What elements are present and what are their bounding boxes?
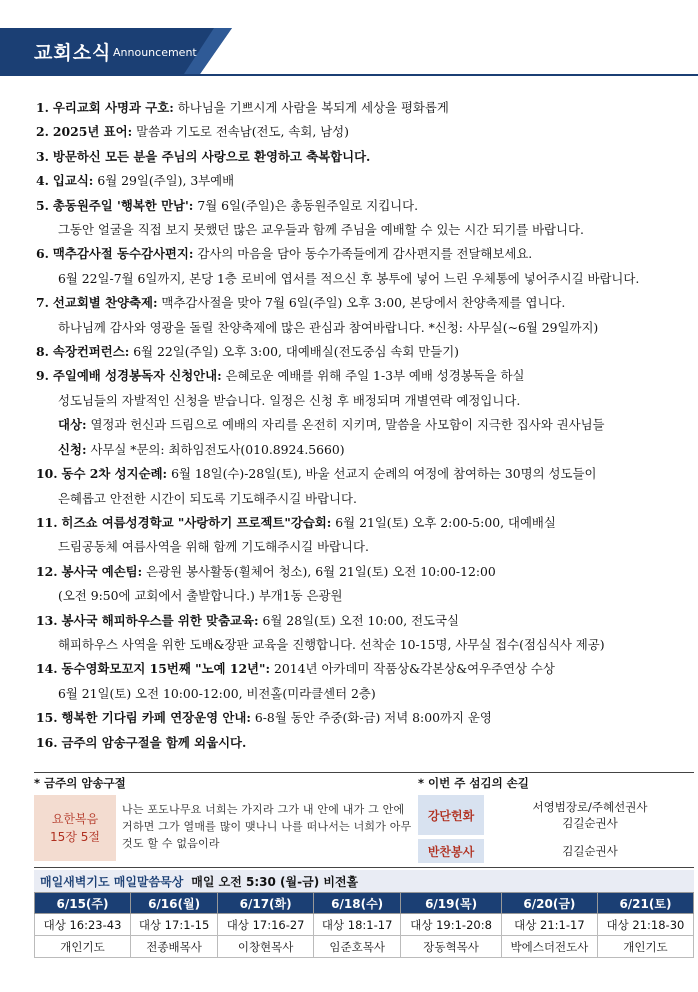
- notice-item: [36, 169, 686, 193]
- notice-continuation: 드림공동체 여름사역을 위해 함께 기도해주시길 바랍니다.: [58, 539, 369, 555]
- notice-number: 14.: [36, 661, 58, 677]
- notice-body: 사무실 *문의: 최하임전도사(010.8924.5660): [86, 441, 345, 457]
- schedule-passage: 대상 19:1-20:8: [401, 914, 502, 936]
- notice-heading: 주일예배 성경봉독자 신청안내:: [52, 368, 222, 384]
- notice-continuation: 6월 22일-7월 6일까지, 본당 1층 로비에 엽서를 적으신 후 봉투에 넣어 느린 우체통에 넣어주시길 바랍니다.: [58, 270, 640, 286]
- notice-heading: 총동원주일 '행복한 만남':: [52, 197, 194, 213]
- notice-continuation: (오전 9:50에 교회에서 출발합니다.) 부개1동 은광원: [58, 588, 343, 604]
- notice-heading: 동수 2차 성지순례:: [61, 466, 168, 482]
- schedule-day: 6/20(금): [501, 893, 597, 914]
- notice-item: [36, 340, 686, 364]
- notice-heading: 맥추감사절 동수감사편지:: [52, 246, 194, 262]
- schedule-leader: 전종배목사: [131, 936, 218, 958]
- notice-item: [36, 657, 686, 681]
- schedule-passages-row: [35, 914, 694, 936]
- notice-item: [36, 120, 686, 144]
- notice-heading: 히즈쇼 여름성경학교 "사랑하기 프로젝트"강습회:: [61, 514, 332, 530]
- schedule-day: 6/16(월): [131, 893, 218, 914]
- prayer-title: 매일새벽기도 매일말씀묵상: [40, 874, 184, 889]
- notice-item: [36, 560, 686, 584]
- notice-body: 6월 18일(수)-28일(토), 바울 선교지 순례의 여정에 참여하는 30명의 성도들이: [167, 466, 597, 482]
- notice-heading: 행복한 기다림 카페 연장운영 안내:: [61, 710, 251, 726]
- notice-item: [36, 462, 686, 486]
- notice-body: 감사의 마음을 담아 동수가족들에게 감사편지를 전달해보세요.: [193, 246, 533, 262]
- service-name: 김길순권사: [562, 844, 618, 858]
- page-subtitle: Announcement: [113, 46, 197, 59]
- notice-heading: 봉사국 해피하우스를 위한 맞춤교육:: [61, 612, 259, 628]
- notice-item: [36, 194, 686, 218]
- notice-continuation: 성도님들의 자발적인 신청을 받습니다. 일정은 신청 후 배정되며 개별연락 예정입니다.: [58, 392, 521, 408]
- schedule-day: 6/19(목): [401, 893, 502, 914]
- schedule-passage: 대상 17:1-15: [131, 914, 218, 936]
- verse-book: 요한복음: [51, 812, 99, 826]
- verse-chapter: 15장 5절: [50, 830, 100, 844]
- notice-body: 6월 29일(주일), 3부예배: [93, 173, 235, 189]
- notice-item: [36, 609, 686, 633]
- notice-body: 6월 28일(토) 오전 10:00, 전도국실: [258, 612, 459, 628]
- notice-heading: 동수영화모꼬지 15번째 "노예 12년":: [61, 661, 271, 677]
- schedule-day: 6/15(주): [35, 893, 131, 914]
- schedule-passage: 대상 21:1-17: [501, 914, 597, 936]
- notice-heading: 봉사국 예손팀:: [61, 563, 143, 579]
- header-rule: [0, 74, 698, 76]
- notice-item: [36, 438, 686, 462]
- service-label-flowers: 강단헌화: [418, 795, 484, 835]
- prayer-header: [34, 870, 694, 892]
- prayer-schedule: [34, 892, 694, 958]
- notice-number: 15.: [36, 710, 58, 726]
- verse-reference: [34, 795, 116, 861]
- notice-item: [36, 242, 686, 266]
- notice-heading: 신청:: [58, 441, 87, 457]
- page-title: 교회소식: [34, 42, 112, 64]
- schedule-leader: 개인기도: [35, 936, 131, 958]
- verse-text: 나는 포도나무요 너희는 가지라 그가 내 안에 내가 그 안에 거하면 그가 열매를 많이 맺나니 나를 떠나서는 너희가 아무것도 할 수 없음이라: [122, 803, 412, 850]
- notice-number: 12.: [36, 563, 58, 579]
- service-name: 서영범장로/주혜선권사: [532, 800, 648, 814]
- notice-number: 5.: [36, 197, 49, 213]
- schedule-leader: 장동혁목사: [401, 936, 502, 958]
- notice-item: [36, 364, 686, 388]
- notice-body: 맥추감사절을 맞아 7월 6일(주일) 오후 3:00, 본당에서 찬양축제를 엽니다.: [157, 295, 566, 311]
- notice-body: 6월 21일(토) 오후 2:00-5:00, 대예배실: [331, 514, 556, 530]
- notice-heading: 속장컨퍼런스:: [52, 344, 130, 360]
- notice-body: 하나님을 기쁘시게 사람을 복되게 세상을 평화롭게: [173, 100, 449, 115]
- notice-number: 10.: [36, 466, 58, 482]
- prayer-time: 매일 오전 5:30 (월-금) 비전홀: [191, 874, 359, 889]
- notice-item: [36, 511, 686, 535]
- schedule-days-row: [35, 893, 694, 914]
- notice-number: 3.: [36, 148, 49, 164]
- notice-item: [36, 413, 686, 437]
- notice-continuation: 은혜롭고 안전한 시간이 되도록 기도해주시길 바랍니다.: [58, 490, 357, 506]
- schedule-day: 6/17(화): [218, 893, 314, 914]
- notice-number: 2.: [36, 124, 49, 140]
- notice-body: 말씀과 기도로 전속남(전도, 속회, 남성): [132, 124, 349, 140]
- notice-body: 은혜로운 예배를 위해 주일 1-3부 예배 성경봉독을 하실: [221, 368, 525, 384]
- service-label-sidedish: 반찬봉사: [418, 839, 484, 863]
- schedule-passage: 대상 17:16-27: [218, 914, 314, 936]
- notice-heading: 금주의 암송구절을 함께 외웁시다.: [61, 734, 247, 750]
- notice-number: 16.: [36, 734, 58, 750]
- notice-body: 6월 22일(주일) 오후 3:00, 대예배실(전도중심 속회 만들기): [129, 344, 460, 360]
- notice-body: 열정과 헌신과 드림으로 예배의 자리를 온전히 지키며, 말씀을 사모함이 지극한 집사와 권사님들: [86, 417, 605, 433]
- schedule-leader: 개인기도: [597, 936, 693, 958]
- notice-continuation: 그동안 얼굴을 직접 보지 못했던 많은 교우들과 함께 주님을 예배할 수 있는 시간 되기를 바랍니다.: [58, 222, 584, 238]
- notice-number: 4.: [36, 173, 49, 189]
- notice-number: 13.: [36, 612, 58, 628]
- notice-number: 7.: [36, 295, 49, 311]
- notice-list: [36, 96, 686, 755]
- service-name: 김길순권사: [562, 816, 618, 830]
- notice-body: 2014년 아카데미 작품상&각본상&여우주연상 수상: [270, 661, 555, 677]
- schedule-passage: 대상 21:18-30: [597, 914, 693, 936]
- notice-number: 1.: [36, 100, 49, 115]
- notice-body: 은광원 봉사활동(휠체어 청소), 6월 21일(토) 오전 10:00-12:00: [142, 563, 496, 579]
- notice-number: 6.: [36, 246, 49, 262]
- schedule-leaders-row: [35, 936, 694, 958]
- schedule-passage: 대상 16:23-43: [35, 914, 131, 936]
- notice-heading: 선교회별 찬양축제:: [52, 295, 158, 311]
- notice-body: 6-8월 동안 주중(화-금) 저녁 8:00까지 운영: [250, 710, 492, 726]
- memory-verse-and-service: [34, 772, 694, 868]
- schedule-leader: 이창현목사: [218, 936, 314, 958]
- service-heading: * 이번 주 섬김의 손길: [418, 776, 529, 790]
- notice-heading: 대상:: [58, 417, 87, 433]
- notice-item: [36, 96, 686, 120]
- schedule-passage: 대상 18:1-17: [314, 914, 401, 936]
- notice-item: [36, 145, 686, 169]
- notice-body: 7월 6일(주일)은 총동원주일로 지킵니다.: [193, 197, 419, 213]
- notice-item: [36, 291, 686, 315]
- notice-heading: 2025년 표어:: [52, 124, 133, 140]
- header-banner: [0, 28, 232, 74]
- notice-number: 11.: [36, 514, 58, 530]
- schedule-leader: 박에스더전도사: [501, 936, 597, 958]
- notice-heading: 방문하신 모든 분을 주님의 사랑으로 환영하고 축복합니다.: [52, 148, 371, 164]
- service-value-flowers: [486, 795, 694, 835]
- notice-item: [36, 731, 686, 755]
- service-value-sidedish: [486, 839, 694, 863]
- memory-verse-heading: * 금주의 암송구절: [34, 776, 126, 790]
- notice-heading: 우리교회 사명과 구호:: [52, 100, 174, 115]
- notice-item: [36, 706, 686, 730]
- notice-number: 9.: [36, 368, 49, 384]
- notice-heading: 입교식:: [52, 173, 94, 189]
- notice-number: 8.: [36, 344, 49, 360]
- notice-continuation: 6월 21일(토) 오전 10:00-12:00, 비전홀(미라클센터 2층): [58, 685, 376, 701]
- schedule-leader: 임준호목사: [314, 936, 401, 958]
- notice-continuation: 하나님께 감사와 영광을 돌릴 찬양축제에 많은 관심과 참여바랍니다. *신청: 사무실(~6월 29일까지): [58, 319, 599, 335]
- notice-continuation: 해피하우스 사역을 위한 도배&장판 교육을 진행합니다. 선착순 10-15명, 사무실 접수(점심식사 제공): [58, 636, 605, 652]
- schedule-day: 6/18(수): [314, 893, 401, 914]
- schedule-day: 6/21(토): [597, 893, 693, 914]
